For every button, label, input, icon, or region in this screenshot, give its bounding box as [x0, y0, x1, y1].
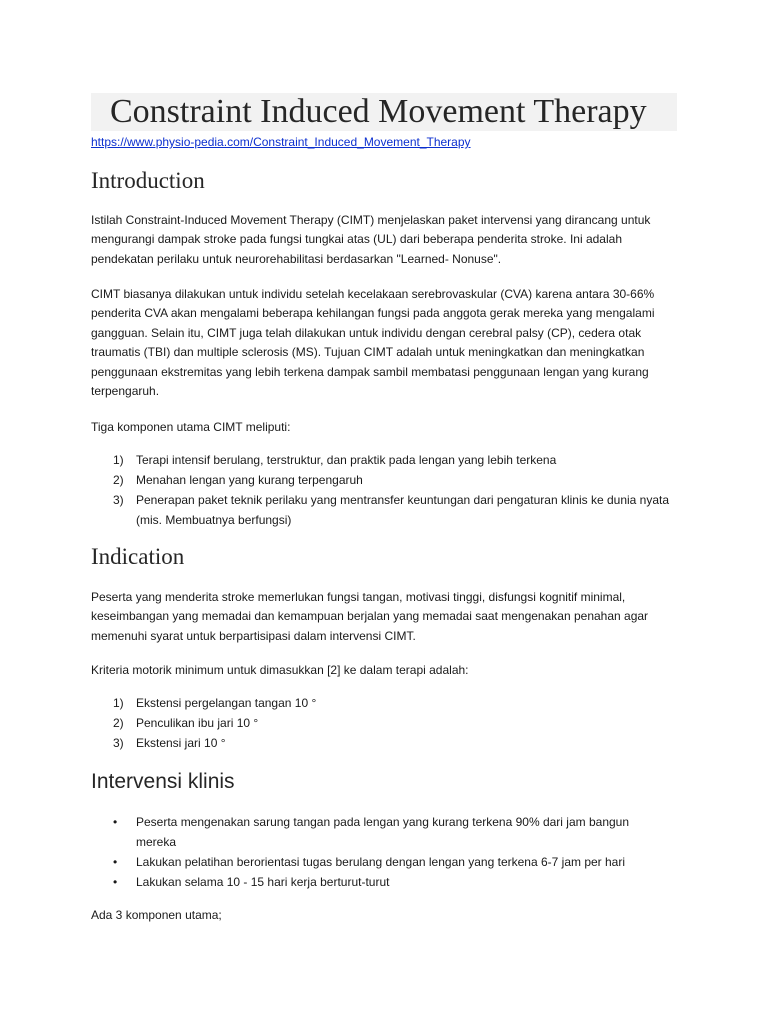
list-item-text: Penerapan paket teknik perilaku yang mentransfer keuntungan dari pengaturan klinis ke dunia nyata (mis. Membuatnya berfungsi): [136, 493, 670, 527]
list-item: [91, 470, 671, 490]
list-item-text: Peserta mengenakan sarung tangan pada lengan yang kurang terkena 90% dari jam bangun mereka: [136, 815, 630, 849]
list-item-text: Menahan lengan yang kurang terpengaruh: [136, 473, 363, 487]
list-number: 1): [113, 453, 124, 467]
list-item: [91, 852, 671, 872]
clinical-intervention-list: [91, 812, 671, 892]
list-item: [91, 812, 671, 852]
intro-paragraph-2: CIMT biasanya dilakukan untuk individu setelah kecelakaan serebrovaskular (CVA) karena antara 30-66% penderita CVA akan mengalami beberapa kehilangan fungsi pada anggota gerak mereka yang mengalami gangguan. Selain itu, CIMT juga telah dilakukan untuk individu dengan cerebral palsy (CP), cedera otak traumatis (TBI) dan multiple sclerosis (MS). Tujuan CIMT adalah untuk meningkatkan dan meningkatkan penggunaan ekstremitas yang lebih terkena dampak sambil membatasi penggunaan lengan yang kurang terpengaruh.: [91, 287, 655, 399]
list-item: [91, 872, 671, 892]
heading-introduction: Introduction: [91, 168, 205, 193]
bullet-icon: •: [113, 855, 118, 869]
page-title: Constraint Induced Movement Therapy: [110, 93, 647, 130]
list-item: [91, 450, 671, 470]
list-item-text: Ekstensi pergelangan tangan 10 °: [136, 696, 317, 710]
motor-criteria-list: [91, 693, 671, 753]
intro-paragraph-1: Istilah Constraint-Induced Movement Therapy (CIMT) menjelaskan paket intervensi yang dirancang untuk mengurangi dampak stroke pada fungsi tungkai atas (UL) dari beberapa penderita stroke. Ini adalah pendekatan perilaku untuk neurorehabilitasi berdasarkan "Learned- Nonuse".: [91, 213, 651, 266]
list-item-text: Terapi intensif berulang, terstruktur, dan praktik pada lengan yang lebih terkena: [136, 453, 557, 467]
intro-paragraph-3: Tiga komponen utama CIMT meliputi:: [91, 420, 291, 434]
list-item: [91, 733, 671, 753]
cimt-components-list: [91, 450, 671, 530]
list-number: 2): [113, 716, 124, 730]
bullet-icon: •: [113, 815, 118, 829]
list-item: [91, 693, 671, 713]
indication-paragraph-1: Peserta yang menderita stroke memerlukan fungsi tangan, motivasi tinggi, disfungsi kognitif minimal, keseimbangan yang memadai dan kemampuan berjalan yang memadai saat mengenakan penahan agar memenuhi syarat untuk berpartisipasi dalam intervensi CIMT.: [91, 590, 649, 643]
list-item: [91, 713, 671, 733]
list-number: 2): [113, 473, 124, 487]
list-number: 3): [113, 493, 124, 507]
list-item-text: Lakukan pelatihan berorientasi tugas berulang dengan lengan yang terkena 6-7 jam per hari: [136, 855, 626, 869]
list-item-text: Lakukan selama 10 - 15 hari kerja berturut-turut: [136, 875, 390, 889]
heading-indication: Indication: [91, 544, 185, 569]
source-link[interactable]: https://www.physio-pedia.com/Constraint_Induced_Movement_Therapy: [91, 135, 471, 149]
list-item-text: Ekstensi jari 10 °: [136, 736, 226, 750]
intervensi-footer-text: Ada 3 komponen utama;: [91, 908, 222, 922]
bullet-icon: •: [113, 875, 118, 889]
list-item-text: Penculikan ibu jari 10 °: [136, 716, 259, 730]
list-number: 1): [113, 696, 124, 710]
heading-intervensi-klinis: Intervensi klinis: [91, 770, 235, 793]
indication-paragraph-2: Kriteria motorik minimum untuk dimasukkan [2] ke dalam terapi adalah:: [91, 663, 469, 677]
list-item: [91, 490, 671, 530]
list-number: 3): [113, 736, 124, 750]
